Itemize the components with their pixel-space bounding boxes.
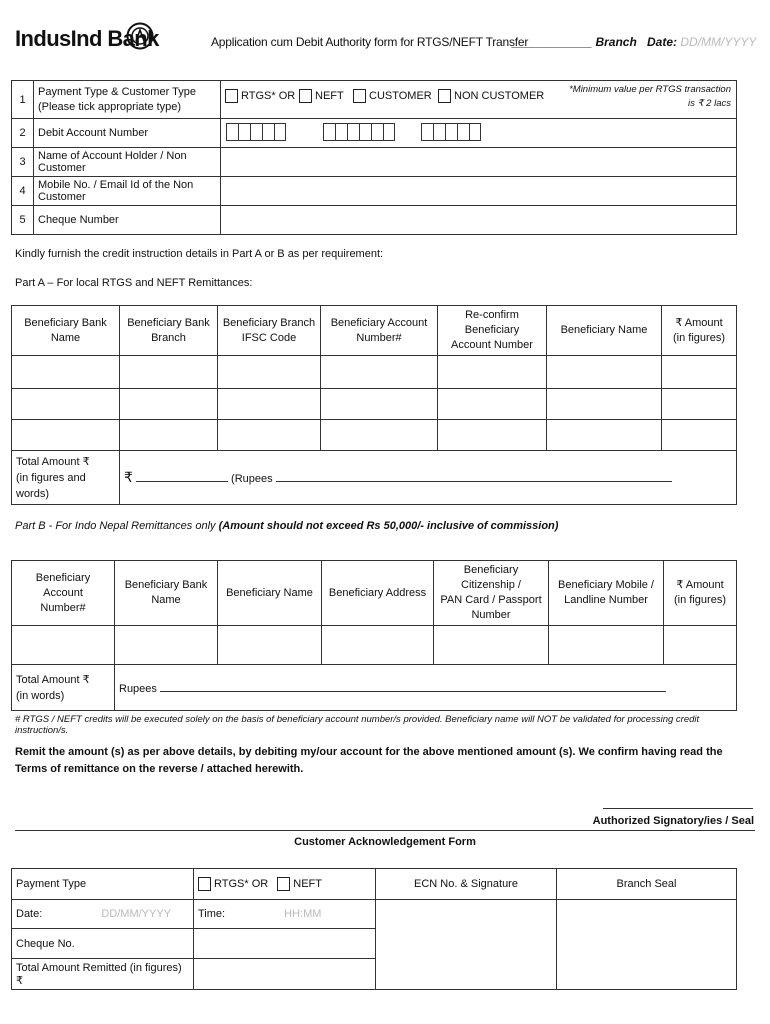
- table-row: [12, 626, 737, 665]
- footnote: # RTGS / NEFT credits will be executed solely on the basis of beneficiary account number/s provided. Beneficiary name will NOT be validated for processing credit instruction/s.: [15, 714, 700, 736]
- branch-field[interactable]: [512, 35, 637, 49]
- col-header-amount: ₹ Amount (in figures): [662, 306, 737, 356]
- rupee-symbol: ₹: [124, 469, 133, 485]
- total-label-line2: (in figures and words): [16, 471, 86, 500]
- table-row: [12, 356, 737, 389]
- part-b-title: Part B - For Indo Nepal Remittances only: [15, 520, 216, 532]
- part-b-heading: [15, 520, 558, 532]
- date-placeholder: DD/MM/YYYY: [680, 35, 757, 49]
- ack-rtgs-label: RTGS* OR: [214, 877, 269, 890]
- ack-form-title: Customer Acknowledgement Form: [294, 836, 476, 848]
- col-header: Beneficiary Citizenship / PAN Card / Passport Number: [434, 561, 549, 626]
- total-label-line2: (in words): [16, 689, 65, 702]
- debit-account-label: Debit Account Number: [34, 119, 221, 148]
- ack-neft-checkbox[interactable]: [277, 877, 290, 891]
- ack-time-label: Time:: [198, 908, 226, 920]
- col-header: Beneficiary Name: [218, 561, 322, 626]
- col-header: Beneficiary Bank Branch: [120, 306, 218, 356]
- ack-divider: [15, 830, 755, 831]
- ack-time-placeholder: HH:MM: [284, 908, 322, 920]
- col-header-amount: ₹ Amount (in figures): [664, 561, 737, 626]
- rupees-label: (Rupees: [231, 473, 273, 485]
- bank-emblem-icon: [126, 22, 154, 50]
- col-header: Beneficiary Bank Name: [115, 561, 218, 626]
- ack-neft-option[interactable]: [277, 878, 322, 890]
- payment-type-label-line2: (Please tick appropriate type): [38, 100, 182, 113]
- ecn-signature-area[interactable]: [376, 900, 557, 990]
- total-label-line1: Total Amount ₹: [16, 673, 90, 686]
- col-header: Beneficiary Mobile / Landline Number: [549, 561, 664, 626]
- non-customer-checkbox[interactable]: [438, 89, 451, 103]
- debit-account-input[interactable]: [221, 119, 737, 148]
- ecn-signature-label: ECN No. & Signature: [376, 869, 557, 900]
- ack-payment-type-label: Payment Type: [12, 869, 194, 900]
- row-number: 3: [12, 148, 34, 177]
- form-title: Application cum Debit Authority form for RTGS/NEFT Transfer: [211, 35, 529, 49]
- payment-type-options: [221, 81, 737, 119]
- ack-rtgs-checkbox[interactable]: [198, 877, 211, 891]
- branch-seal-label: Branch Seal: [557, 869, 737, 900]
- row-number: 5: [12, 206, 34, 235]
- furnish-instruction: Kindly furnish the credit instruction details in Part A or B as per requirement:: [15, 248, 384, 260]
- customer-details-table: [11, 80, 737, 235]
- ack-total-label: Total Amount Remitted (in figures) ₹: [12, 959, 194, 990]
- cheque-number-input[interactable]: [221, 206, 737, 235]
- ack-cheque-input[interactable]: [194, 929, 376, 959]
- rtgs-option-label: RTGS* OR: [241, 89, 296, 102]
- non-customer-option-label: NON CUSTOMER: [454, 89, 545, 102]
- customer-option-label: CUSTOMER: [369, 89, 432, 102]
- non-customer-option[interactable]: [438, 89, 544, 103]
- authorized-signatory-label: Authorized Signatory/ies / Seal: [592, 815, 754, 827]
- date-label: Date:: [647, 35, 678, 49]
- col-header: Beneficiary Branch IFSC Code: [218, 306, 321, 356]
- ack-payment-options: [194, 869, 376, 900]
- account-digit-group: [226, 123, 286, 141]
- rtgs-note-line2: is ₹ 2 lacs: [687, 98, 731, 109]
- total-label-line1: Total Amount ₹: [16, 455, 90, 468]
- date-field[interactable]: [647, 35, 756, 49]
- account-digit-group: [323, 123, 395, 141]
- col-header: Beneficiary Address: [322, 561, 434, 626]
- mobile-email-label: Mobile No. / Email Id of the Non Customer: [34, 177, 221, 206]
- customer-option[interactable]: [353, 89, 432, 103]
- total-amount-words-input[interactable]: [115, 665, 737, 711]
- neft-checkbox[interactable]: [299, 89, 312, 103]
- ack-date-cell[interactable]: [12, 900, 194, 929]
- account-holder-input[interactable]: [221, 148, 737, 177]
- row-number: 2: [12, 119, 34, 148]
- col-header: Re-confirm Beneficiary Account Number: [438, 306, 547, 356]
- table-row: [12, 420, 737, 451]
- ack-rtgs-option[interactable]: [198, 878, 268, 890]
- ack-date-placeholder: DD/MM/YYYY: [101, 908, 172, 920]
- rupees-label: Rupees: [119, 682, 157, 695]
- col-header: Beneficiary Account Number#: [12, 561, 115, 626]
- ack-time-cell[interactable]: [194, 900, 376, 929]
- ack-date-label: Date:: [16, 908, 43, 920]
- branch-blank: ____________: [512, 35, 593, 49]
- rtgs-checkbox[interactable]: [225, 89, 238, 103]
- rtgs-option[interactable]: [225, 89, 295, 103]
- neft-option-label: NEFT: [315, 89, 344, 102]
- row-number: 1: [12, 81, 34, 119]
- signature-line[interactable]: [603, 808, 753, 809]
- total-amount-label: [12, 451, 120, 505]
- part-a-table: [11, 305, 737, 505]
- bank-logo-text: IndusInd Bank: [15, 26, 159, 51]
- ack-neft-label: NEFT: [293, 877, 322, 890]
- col-header: Beneficiary Account Number#: [321, 306, 438, 356]
- branch-label: Branch: [595, 35, 637, 49]
- total-amount-input[interactable]: [120, 451, 737, 505]
- ack-total-input[interactable]: [194, 959, 376, 990]
- rtgs-note-line1: *Minimum value per RTGS transaction: [569, 84, 731, 95]
- neft-option[interactable]: [299, 89, 344, 103]
- account-holder-label: Name of Account Holder / Non Customer: [34, 148, 221, 177]
- customer-checkbox[interactable]: [353, 89, 366, 103]
- col-header: Beneficiary Name: [547, 306, 662, 356]
- rtgs-min-note: [569, 83, 731, 111]
- branch-seal-area[interactable]: [557, 900, 737, 990]
- remit-authorization: Remit the amount (s) as per above details, by debiting my/our account for the above mentioned amount (s). We confirm having read the Terms of remittance on the reverse / attached herewith.: [15, 746, 723, 775]
- row-number: 4: [12, 177, 34, 206]
- total-amount-label: [12, 665, 115, 711]
- part-b-table: [11, 560, 737, 711]
- payment-type-label: [34, 81, 221, 119]
- acknowledgement-table: [11, 868, 737, 990]
- part-a-heading: Part A – For local RTGS and NEFT Remittances:: [15, 277, 253, 289]
- mobile-email-input[interactable]: [221, 177, 737, 206]
- account-digit-group: [421, 123, 481, 141]
- col-header: Beneficiary Bank Name: [12, 306, 120, 356]
- ack-cheque-label: Cheque No.: [12, 929, 194, 959]
- part-b-note: (Amount should not exceed Rs 50,000/- inclusive of commission): [218, 520, 559, 532]
- table-row: [12, 389, 737, 420]
- payment-type-label-line1: Payment Type & Customer Type: [38, 85, 196, 98]
- cheque-number-label: Cheque Number: [34, 206, 221, 235]
